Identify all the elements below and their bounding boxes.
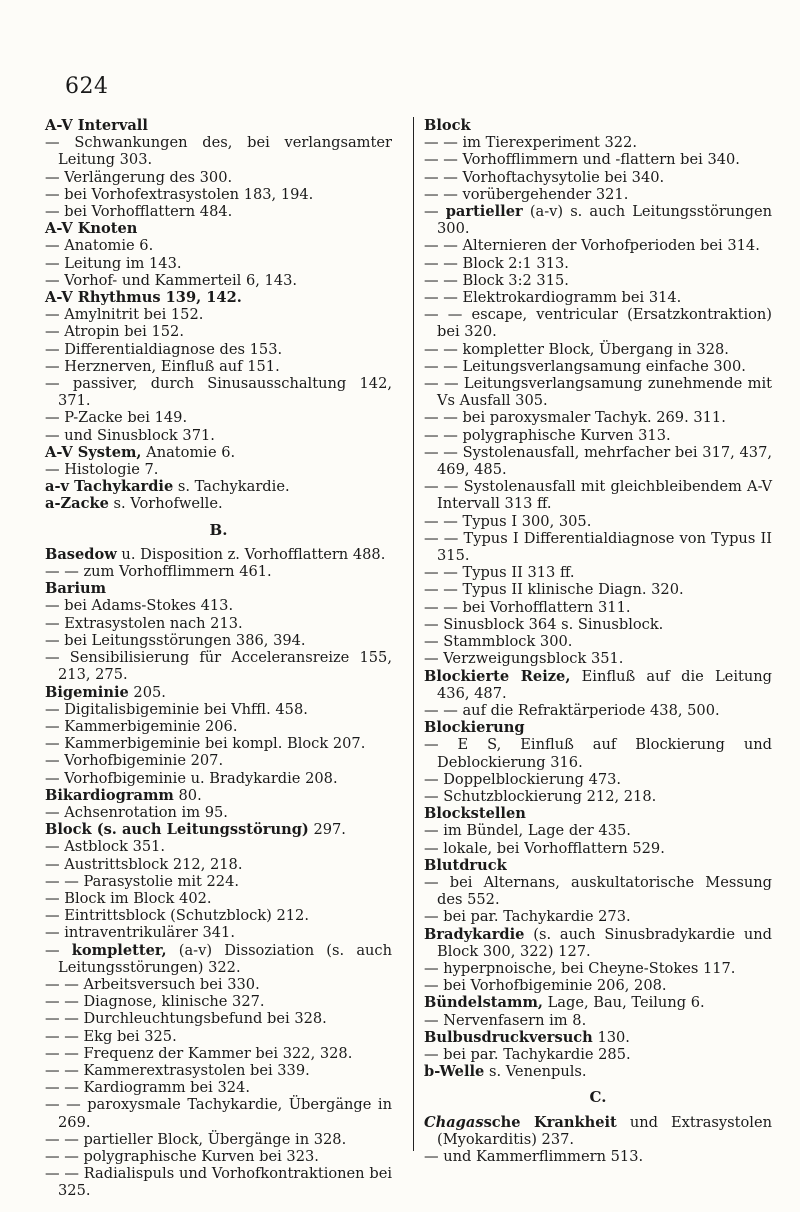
heading-term: b-Welle (424, 1063, 485, 1081)
index-heading: A-V Knoten (45, 220, 138, 238)
heading-rest: (s. auch Sinusbradykardie und Block 300, 322) 127. (437, 925, 772, 960)
index-subentry: — — bei Vorhofflattern 311. (424, 598, 631, 616)
index-subentry: — — Systolenausfall, mehrfacher bei 317, 437, 469, 485. (424, 443, 772, 479)
index-subentry: — Amylnitrit bei 152. (45, 306, 204, 324)
index-subentry: — bei par. Tachykardie 273. (424, 908, 631, 926)
heading-term: Bikardiogramm (45, 786, 174, 804)
index-subentry: — E S, Einfluß auf Blockierung und Deblockierung 316. (424, 736, 772, 771)
index-heading (424, 926, 772, 960)
index-subentry: — bei par. Tachykardie 285. (424, 1045, 631, 1063)
index-subentry: — Sinusblock 364 s. Sinusblock. (424, 615, 664, 633)
index-heading: Block (424, 117, 471, 134)
index-subentry: — hyperpnoische, bei Cheyne-Stokes 117. (424, 959, 736, 977)
subentry-term: kompletter, (71, 941, 167, 959)
index-heading (45, 546, 392, 563)
subentry-rest: (a-v) Dissoziation (s. auch Leitungsstörungen) 322. (58, 941, 392, 976)
index-subentry: — — Kammerextrasystolen bei 339. (45, 1061, 310, 1079)
heading-rest: und Extrasystolen (Myokarditis) 237. (437, 1113, 773, 1148)
index-subentry: — Vorhof- und Kammerteil 6, 143. (45, 271, 298, 289)
index-subentry: — Kammerbigeminie bei kompl. Block 207. (45, 735, 366, 753)
index-subentry: — und Sinusblock 371. (45, 426, 215, 444)
index-heading (424, 994, 772, 1011)
heading-rest: s. Venenpuls. (484, 1063, 587, 1081)
index-subentry: — bei Leitungsstörungen 386, 394. (45, 631, 306, 649)
index-subentry: — — Systolenausfall mit gleichbleibendem A-V Intervall 313 ff. (424, 478, 772, 513)
index-subentry: — — kompletter Block, Übergang in 328. (424, 340, 729, 358)
left-column (45, 117, 392, 1200)
index-subentry: — Vorhofbigeminie 207. (45, 752, 224, 770)
index-subentry: — — Arbeitsversuch bei 330. (45, 975, 260, 993)
index-subentry: — Differentialdiagnose des 153. (45, 340, 283, 358)
index-subentry: — im Bündel, Lage der 435. (424, 822, 631, 840)
heading-term: a-v Tachykardie (45, 478, 174, 496)
right-column (413, 117, 773, 1165)
index-subentry: — — Typus II klinische Diagn. 320. (424, 581, 684, 599)
index-subentry: — Nervenfasern im 8. (424, 1011, 587, 1029)
index-subentry: — — zum Vorhofflimmern 461. (45, 563, 272, 581)
index-subentry: — lokale, bei Vorhofflattern 529. (424, 839, 665, 857)
index-subentry: — — Vorhofflimmern und -flattern bei 340. (424, 151, 740, 169)
index-heading (424, 1114, 772, 1148)
heading-term-italic: Chagas (424, 1113, 484, 1131)
section-letter: B. (209, 520, 228, 539)
index-subentry: — — Block 3:2 315. (424, 271, 569, 289)
index-subentry: — Schutzblockierung 212, 218. (424, 787, 657, 805)
heading-rest: u. Disposition z. Vorhofflattern 488. (116, 545, 386, 563)
heading-rest: 130. (592, 1028, 630, 1046)
index-heading (45, 444, 392, 461)
index-subentry: — Sensibilisierung für Acceleransreize 155, 213, 275. (45, 649, 392, 684)
index-subentry: — bei Vorhofextrasystolen 183, 194. (45, 185, 314, 203)
index-subentry: — — Leitungsverlangsamung einfache 300. (424, 357, 746, 375)
heading-rest: 297. (308, 821, 346, 839)
heading-rest: 80. (173, 786, 202, 804)
index-subentry: — Stammblock 300. (424, 633, 573, 651)
index-subentry: — — polygraphische Kurven 313. (424, 426, 671, 444)
index-subentry (424, 203, 772, 237)
heading-term: Bigeminie (45, 683, 129, 701)
index-heading (45, 684, 392, 701)
index-heading (424, 1029, 772, 1046)
index-subentry: — — vorübergehender 321. (424, 185, 629, 203)
index-heading: Barium (45, 580, 107, 598)
heading-rest: s. Vorhofwelle. (108, 495, 223, 513)
index-subentry: — — polygraphische Kurven bei 323. (45, 1147, 319, 1165)
index-subentry: — — Block 2:1 313. (424, 254, 569, 272)
index-subentry: — Astblock 351. (45, 838, 166, 856)
index-subentry: — — Radialispuls und Vorhofkontraktionen bei 325. (45, 1165, 392, 1200)
index-subentry: — bei Alternans, auskultatorische Messung des 552. (424, 873, 772, 909)
index-subentry: — Achsenrotation im 95. (45, 803, 228, 821)
index-heading: Blockstellen (424, 805, 526, 823)
index-subentry: — — im Tierexperiment 322. (424, 134, 637, 152)
heading-term: Basedow (45, 545, 117, 563)
index-subentry: — Schwankungen des, bei verlangsamter Leitung 303. (45, 134, 392, 169)
index-subentry: — intraventrikulärer 341. (45, 924, 235, 942)
heading-term: a-Zacke (45, 495, 109, 513)
index-heading: Blutdruck (424, 856, 507, 874)
index-heading (45, 478, 392, 495)
heading-rest: 205. (128, 683, 166, 701)
index-subentry (45, 942, 392, 976)
index-subentry: — Vorhofbigeminie u. Bradykardie 208. (45, 769, 338, 787)
heading-rest: s. Tachykardie. (173, 478, 290, 496)
heading-term: A-V System, (45, 443, 142, 461)
index-subentry: — Verzweigungsblock 351. (424, 650, 624, 668)
index-heading: A-V Intervall (45, 117, 148, 134)
heading-rest: Anatomie 6. (141, 443, 236, 461)
heading-term: sche Krankheit (483, 1113, 617, 1131)
index-subentry: — Kammerbigeminie 206. (45, 717, 238, 735)
index-subentry: — Extrasystolen nach 213. (45, 614, 243, 632)
index-subentry: — Block im Block 402. (45, 889, 212, 907)
subentry-dash: — (424, 203, 446, 221)
index-subentry: — — Typus II 313 ff. (424, 564, 575, 582)
index-heading (45, 821, 392, 838)
index-subentry: — und Kammerflimmern 513. (424, 1147, 644, 1165)
index-subentry: — — Durchleuchtungsbefund bei 328. (45, 1010, 327, 1028)
index-subentry: — — Ekg bei 325. (45, 1027, 177, 1045)
index-subentry: — Leitung im 143. (45, 254, 182, 272)
index-subentry: — — paroxysmale Tachykardie, Übergänge in 269. (45, 1096, 392, 1131)
index-heading (45, 787, 392, 804)
heading-term: Bradykardie (424, 925, 525, 943)
index-subentry: — bei Vorhofbigeminie 206, 208. (424, 977, 667, 995)
index-subentry: — — Kardiogramm bei 324. (45, 1079, 250, 1097)
heading-term: Blockierte Reize, (424, 667, 571, 685)
index-subentry: — — Parasystolie mit 224. (45, 872, 239, 890)
index-subentry: — P-Zacke bei 149. (45, 409, 188, 427)
index-subentry: — Herznerven, Einfluß auf 151. (45, 357, 280, 375)
heading-term: Bündelstamm, (424, 994, 543, 1012)
index-subentry: — Atropin bei 152. (45, 323, 184, 341)
index-subentry: — bei Vorhofflattern 484. (45, 203, 233, 221)
index-subentry: — — auf die Refraktärperiode 438, 500. (424, 701, 720, 719)
index-subentry: — Austrittsblock 212, 218. (45, 855, 243, 873)
index-subentry: — Eintrittsblock (Schutzblock) 212. (45, 907, 309, 925)
index-subentry: — Doppelblockierung 473. (424, 770, 622, 788)
heading-rest: Lage, Bau, Teilung 6. (542, 994, 705, 1012)
index-subentry: — Histologie 7. (45, 461, 159, 479)
section-letter: C. (589, 1088, 607, 1107)
index-subentry: — — partieller Block, Übergänge in 328. (45, 1130, 347, 1148)
index-subentry: — — Frequenz der Kammer bei 322, 328. (45, 1044, 353, 1062)
index-subentry: — — Diagnose, klinische 327. (45, 993, 265, 1011)
index-subentry: — Verlängerung des 300. (45, 168, 233, 186)
index-heading (45, 495, 392, 512)
heading-term: Block (s. auch Leitungsstörung) (45, 821, 309, 839)
index-subentry: — — Alternieren der Vorhofperioden bei 314. (424, 237, 760, 255)
page-number: 624 (65, 74, 109, 99)
heading-rest: Einfluß auf die Leitung 436, 487. (437, 667, 772, 702)
subentry-rest: (a-v) s. auch Leitungsstörungen 300. (437, 203, 773, 238)
heading-term: Bulbusdruckversuch (424, 1028, 593, 1046)
index-subentry: — — bei paroxysmaler Tachyk. 269. 311. (424, 409, 726, 427)
index-subentry: — Anatomie 6. (45, 237, 154, 255)
index-heading (424, 668, 772, 702)
subentry-dash: — (45, 941, 72, 959)
subentry-term: partieller (445, 203, 523, 221)
index-subentry: — — Leitungsverlangsamung zunehmende mit Vs Ausfall 305. (424, 375, 772, 410)
index-subentry: — — Typus I 300, 305. (424, 512, 592, 530)
index-subentry: — — Vorhoftachysytolie bei 340. (424, 168, 665, 186)
index-subentry: — passiver, durch Sinusausschaltung 142, 371. (45, 375, 392, 410)
index-heading (424, 1063, 772, 1080)
index-subentry: — — Typus I Differentialdiagnose von Typus II 315. (424, 529, 772, 565)
index-subentry: — bei Adams-Stokes 413. (45, 597, 234, 615)
index-heading: Blockierung (424, 719, 525, 737)
index-subentry: — — escape, ventricular (Ersatzkontraktion) bei 320. (424, 306, 772, 341)
index-heading: A-V Rhythmus 139, 142. (45, 289, 242, 307)
index-subentry: — — Elektrokardiogramm bei 314. (424, 289, 682, 307)
index-subentry: — Digitalisbigeminie bei Vhffl. 458. (45, 700, 308, 718)
